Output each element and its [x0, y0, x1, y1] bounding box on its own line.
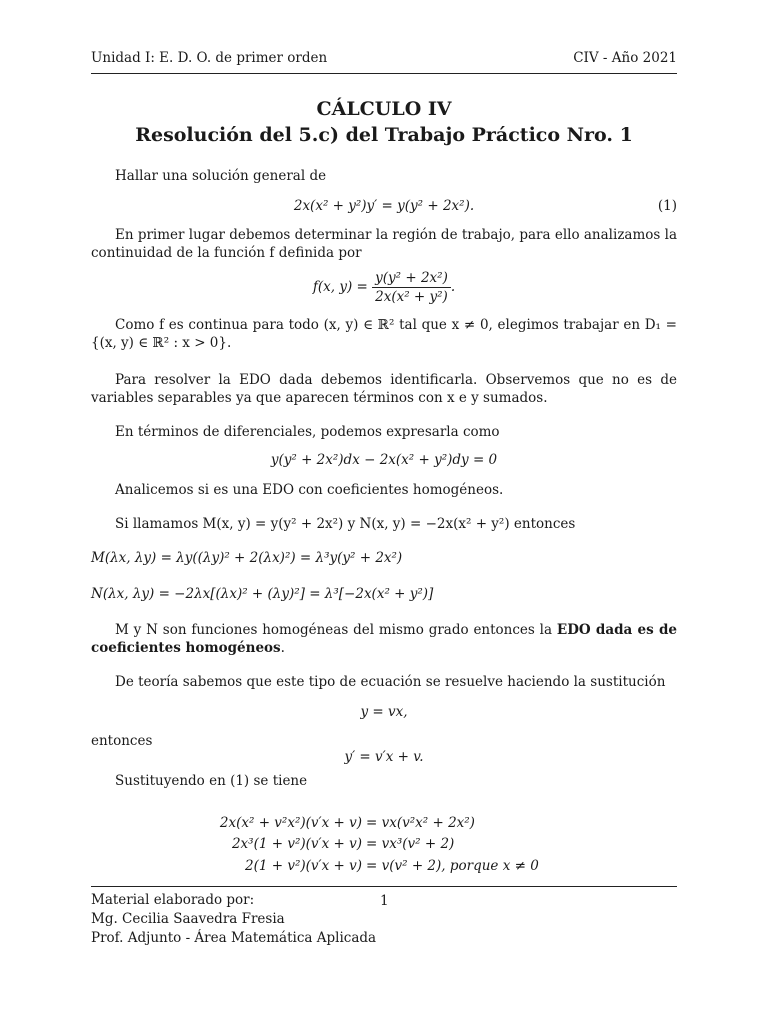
page-title: CÁLCULO IV: [316, 98, 452, 120]
paragraph-intro: Hallar una solución general de: [115, 168, 327, 184]
fraction-numerator: y(y² + 2x²): [372, 270, 451, 288]
page-number: 1: [380, 893, 389, 909]
header-course-year: CIV - Año 2021: [573, 50, 677, 66]
footer-author: Mg. Cecilia Saavedra Fresia: [91, 911, 285, 927]
paragraph-region: En primer lugar debemos determinar la región de trabajo, para ello analizamos la continuidad de la función f definida por: [91, 227, 677, 261]
paragraph-identify: Para resolver la EDO dada debemos identificarla. Observemos que no es de variables separables ya que aparecen términos con x e y sumados.: [91, 372, 677, 406]
fraction-denominator: 2x(x² + y²): [375, 289, 448, 305]
equation-1: [91, 198, 677, 214]
paragraph-differentials: En términos de diferenciales, podemos expresarla como: [115, 424, 500, 440]
conclusion-text: M y N son funciones homogéneas del mismo grado entonces la: [115, 622, 557, 638]
paragraph-homogeneous-check: Analicemos si es una EDO con coeficientes homogéneos.: [115, 482, 504, 498]
footer-credit-label: Material elaborado por:: [91, 892, 255, 908]
aligned-row-3-rhs: = v(v² + 2), porque x ≠ 0: [366, 858, 539, 874]
page-subtitle: Resolución del 5.c) del Trabajo Práctico Nro. 1: [135, 124, 633, 146]
equation-f-end: .: [450, 279, 456, 295]
conclusion-end: .: [280, 640, 285, 656]
equation-f-lhs: f(x, y) =: [312, 279, 368, 295]
aligned-row-2-lhs: 2x³(1 + v²)(v′x + v): [231, 836, 362, 852]
paragraph-continuity: Como f es continua para todo (x, y) ∈ ℝ² tal que x ≠ 0, elegimos trabajar en D₁ = {(x, y) ∈ ℝ² : x > 0}.: [91, 317, 677, 351]
aligned-row-1-lhs: 2x(x² + v²x²)(v′x + v): [219, 815, 362, 831]
header-unit: Unidad I: E. D. O. de primer orden: [91, 50, 328, 66]
paragraph-substituting: Sustituyendo en (1) se tiene: [115, 773, 308, 789]
aligned-row-2-rhs: = vx³(v² + 2): [366, 836, 455, 852]
equation-n-lambda: N(λx, λy) = −2λx[(λx)² + (λy)²] = λ³[−2x(x² + y²)]: [91, 586, 434, 602]
page-header: [91, 50, 677, 70]
equation-m-lambda: M(λx, λy) = λy((λy)² + 2(λx)²) = λ³y(y² + 2x²): [91, 550, 403, 566]
footer-rule: [91, 886, 677, 887]
equation-1-expr: 2x(x² + y²)y′ = y(y² + 2x²).: [293, 198, 475, 214]
header-rule: [91, 73, 677, 74]
equation-substitution: y = vx,: [360, 704, 408, 720]
paragraph-define-mn: Si llamamos M(x, y) = y(y² + 2x²) y N(x, y) = −2x(x² + y²) entonces: [115, 516, 576, 532]
paragraph-conclusion: [91, 621, 677, 657]
paragraph-then: entonces: [91, 733, 153, 749]
footer-position: Prof. Adjunto - Área Matemática Aplicada: [91, 930, 377, 946]
equation-f: [91, 270, 677, 305]
equation-derivative: y′ = v′x + v.: [344, 749, 424, 765]
equation-differential-form: y(y² + 2x²)dx − 2x(x² + y²)dy = 0: [270, 452, 498, 468]
aligned-row-3-lhs: 2(1 + v²)(v′x + v): [244, 858, 362, 874]
equation-f-fraction: [372, 270, 451, 305]
aligned-row-1-rhs: = vx(v²x² + 2x²): [366, 815, 475, 831]
paragraph-theory: De teoría sabemos que este tipo de ecuación se resuelve haciendo la sustitución: [115, 674, 666, 690]
equation-1-number: (1): [657, 198, 677, 214]
conclusion-bold: EDO dada es de coeficientes homogéneos: [91, 622, 677, 656]
